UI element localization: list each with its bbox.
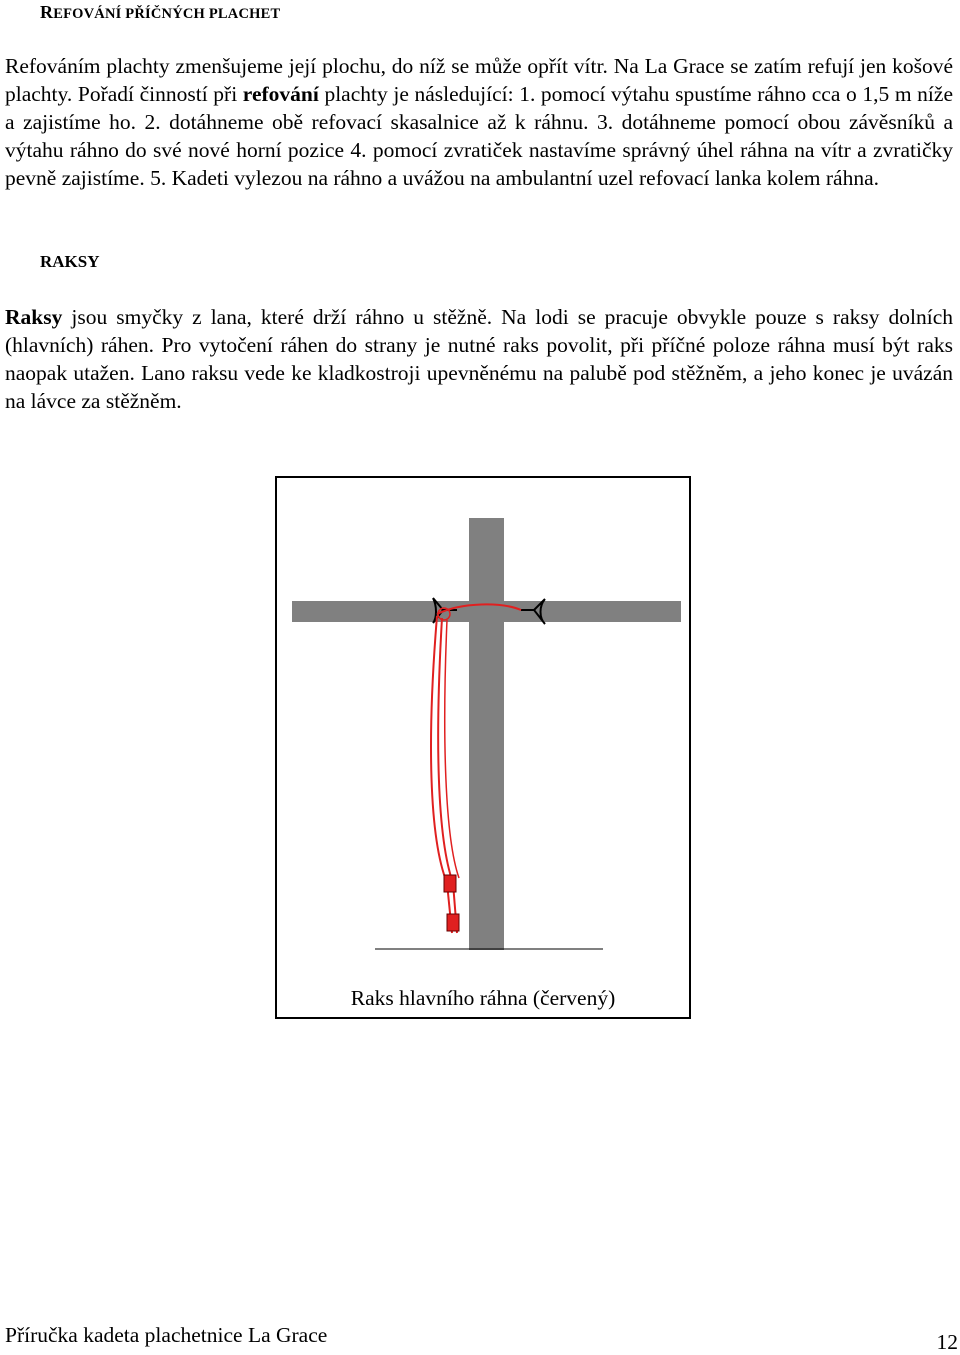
raks-figure: [275, 476, 691, 1019]
section-title-raksy: RAKSY: [40, 252, 100, 271]
paragraph-refovani-text-a: Refováním plachty zmenšujeme její plochu, do níž se může opřít vítr. Na La Grace se zatím refují jen košové plachty. Pořadí činností při: [5, 54, 953, 106]
paragraph-refovani-bold: refování: [242, 82, 319, 106]
tackle-block-lower: [447, 914, 459, 931]
section-title-first-letter: R: [40, 2, 54, 22]
page-number: 12: [936, 1330, 958, 1354]
paragraph-raksy-bold: Raksy: [5, 305, 63, 329]
paragraph-refovani: [5, 52, 953, 192]
mast-spar: [469, 518, 504, 950]
section-title-rest: EFOVÁNÍ PŘÍČNÝCH PLACHET: [53, 6, 281, 22]
raks-diagram: [277, 478, 691, 1019]
figure-caption: Raks hlavního ráhna (červený): [350, 986, 616, 1010]
paragraph-refovani-text-b: plachty je následující: 1. pomocí výtahu spustíme ráhno cca o 1,5 m níže a zajistíme ho. 2. dotáhneme obě refovací skasalnice až k ráhnu. 3. dotáhneme pomocí obou závěsníků a výtahu ráhno do své nové horní pozice 4. pomocí zvratiček nastavíme správný úhel ráhna na vítr a zvratičky pevně zajistíme. 5. Kadeti vylezou na ráhno a uvážou na ambulantní uzel refovací lanka kolem ráhna.: [5, 82, 953, 190]
parrel-rope-fall-c: [445, 620, 459, 878]
section-title-refovani: [40, 2, 280, 23]
tackle-block-upper: [444, 875, 456, 892]
footer-title: Příručka kadeta plachetnice La Grace: [5, 1323, 328, 1347]
paragraph-raksy: [5, 303, 953, 415]
paragraph-raksy-text: jsou smyčky z lana, které drží ráhno u stěžně. Na lodi se pracuje obvykle pouze s raksy dolních (hlavních) ráhen. Pro vytočení ráhen do strany je nutné raks povolit, při příčné poloze ráhna musí být raks naopak utažen. Lano raksu vede ke kladkostroji upevněnému na palubě pod stěžněm, a jeho konec je uvázán na lávce za stěžněm.: [5, 305, 953, 413]
